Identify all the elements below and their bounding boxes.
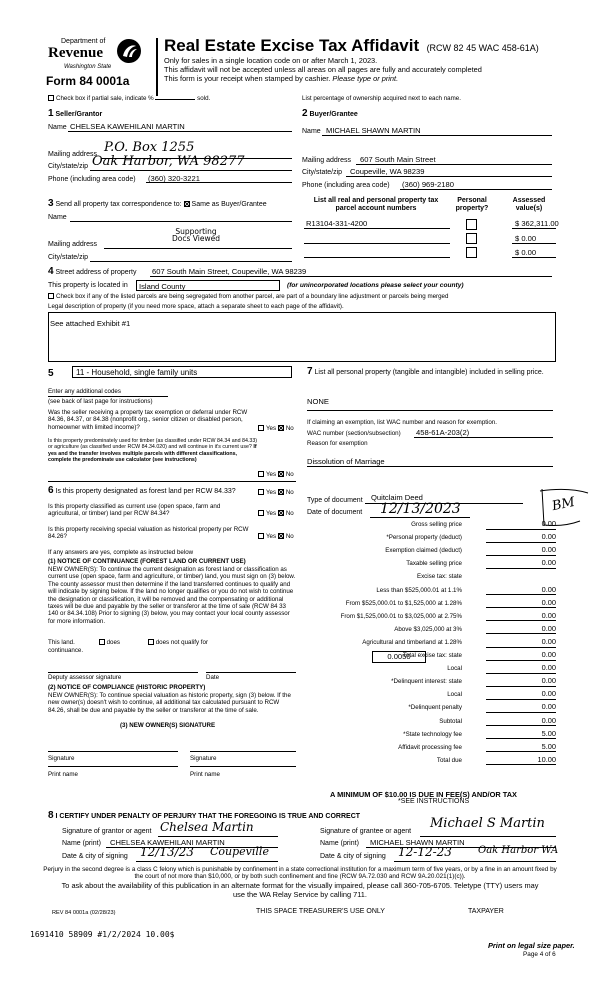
dept-line1: Department of — [61, 38, 106, 45]
same-as-buyer-checkbox[interactable] — [184, 201, 190, 207]
tax-corr-label: Send all property tax correspondence to: — [55, 201, 182, 208]
buyer-city[interactable]: Coupeville, WA 98239 — [350, 167, 425, 176]
tax-row-label: *Delinquent penalty — [408, 704, 462, 712]
seller-heading-text: Seller/Grantor — [55, 111, 103, 118]
historic-no: No — [285, 533, 294, 540]
grantor-name-label: Name (print) — [62, 840, 101, 847]
grantee-date[interactable]: 12-12-23 — [398, 845, 452, 859]
tax-row-underline — [486, 633, 556, 634]
section7-num: 7 — [307, 366, 313, 377]
new-owner-sig-label-2: Signature — [190, 755, 217, 762]
personal-col-header: Personal property? — [455, 197, 489, 213]
continuance-row — [48, 639, 208, 646]
tax-row-underline — [486, 673, 556, 674]
rev-number: REV 84 0001a (02/28/23) — [52, 910, 116, 916]
use-code-select[interactable] — [72, 366, 292, 378]
tax-row-value[interactable]: 0.00 — [541, 558, 556, 568]
personal-checkbox-3[interactable] — [466, 247, 477, 258]
current-use-no-checkbox[interactable] — [278, 510, 284, 516]
segregated-label: Check box if any of the listed parcels are being segregated from another parcel, are part of a boundary line adjustment or parcels being merged — [56, 293, 449, 300]
grantee-date-label: Date & city of signing — [320, 853, 386, 860]
tax-row-label: Gross selling price — [411, 521, 462, 528]
tax-row-value[interactable]: 0.00 — [541, 689, 556, 699]
grantee-name-label: Name (print) — [320, 840, 359, 847]
personal-property-row — [307, 368, 553, 377]
tax-row-value[interactable]: 0.00 — [541, 519, 556, 528]
seller-mailing-label: Mailing address — [48, 151, 98, 158]
tax-row-underline — [486, 594, 556, 595]
dept-line2: Revenue — [48, 45, 103, 61]
wac-value[interactable]: 458-61A-203(2) — [416, 428, 470, 437]
exemption-no: No — [285, 425, 294, 432]
personal-checkbox-2[interactable] — [466, 233, 477, 244]
bm-initials: BM — [550, 494, 577, 515]
tax-row-value[interactable]: 5.00 — [541, 728, 556, 738]
tax-row-underline — [486, 725, 556, 726]
seller-city[interactable]: Oak Harbor, WA 98277 — [92, 154, 245, 169]
grantee-city[interactable]: Oak Harbor WA — [478, 845, 559, 856]
grantee-sig-label: Signature of grantee or agent — [320, 828, 412, 835]
tax-row-label: Total excise tax: state — [402, 652, 462, 659]
exemption-claim-label: If claiming an exemption, list WAC number and reason for exemption. — [307, 419, 497, 426]
tax-row-label: *State technology fee — [403, 730, 462, 738]
tax-row-underline — [486, 686, 556, 687]
buyer-phone-label: Phone (including area code) — [302, 182, 390, 189]
seller-phone[interactable]: (360) 320-3221 — [148, 174, 200, 183]
grantee-name[interactable]: MICHAEL SHAWN MARTIN — [370, 838, 465, 847]
partial-sale-row — [48, 95, 210, 102]
property-street-row — [48, 268, 136, 277]
answers-note: If any answers are yes, complete as instructed below — [48, 549, 194, 556]
grantor-name[interactable]: CHELSEA KAWEHILANI MARTIN — [110, 838, 225, 847]
taxpayer-label: TAXPAYER — [468, 908, 504, 915]
tax-row-underline — [486, 529, 556, 530]
header-sub2: This affidavit will not be accepted unless all areas on all pages are fully and accurately completed — [164, 65, 482, 74]
notice2-title: (2) NOTICE OF COMPLIANCE (HISTORIC PROPERTY) — [48, 684, 206, 691]
county-value: Island County — [139, 282, 186, 291]
tax-row-underline — [486, 699, 556, 700]
tax-corr-city-label: City/state/zip — [48, 254, 89, 261]
notice2-body: NEW OWNER(S): To continue special valuation as historic property, sign (3) below. If the new owner(s) doesn't wish to continue, all additional tax calculated pursuant to RCW 84.26, shall be due and payable by the seller or transferor at the time of sale. — [48, 692, 291, 714]
tax-row-value[interactable]: 5.00 — [541, 741, 556, 751]
tax-row-underline — [486, 751, 556, 752]
tax-row-underline — [486, 542, 556, 543]
unincorporated-note: (for unincorporated locations please select your county) — [287, 282, 464, 289]
historic-yes-checkbox[interactable] — [258, 533, 264, 539]
new-owner-print-label-2: Print name — [190, 771, 220, 778]
parcel-1[interactable]: R13104-331-4200 — [306, 219, 368, 228]
timber-no: No — [285, 471, 294, 478]
seller-num: 1 — [48, 108, 54, 119]
segregated-checkbox[interactable] — [48, 293, 54, 299]
this-land: This land. — [48, 639, 75, 646]
parcel-col-header: List all real and personal property tax parcel account numbers — [313, 197, 439, 213]
perjury-notice: Perjury in the second degree is a class C felony which is punishable by confinement in a state correctional institution for a maximum term of five years, or by a fine in an amount fixed by the court of not more than $10,000, or by both such confinement and fine (RCW 9A.72.030 and RCW 9A.20.021(1)(c)). — [43, 866, 557, 881]
use-code-value: 11 - Household, single family units — [76, 368, 198, 377]
tax-row-label: Less than $525,000.01 at 1.1% — [376, 586, 462, 594]
header-sub1: Only for sales in a single location code on or after March 1, 2023. — [164, 56, 378, 65]
tax-row-label: Local — [447, 691, 462, 699]
does-not-label: does not qualify for — [155, 639, 209, 646]
current-use-no: No — [285, 510, 294, 517]
tax-row-underline — [486, 568, 556, 569]
legal-desc-label: Legal description of property (if you need more space, attach a separate sheet to each page of the affidavit). — [48, 303, 344, 310]
property-num: 4 — [48, 266, 54, 277]
legal-size-note: Print on legal size paper. — [488, 941, 575, 950]
timber-no-checkbox[interactable] — [278, 471, 284, 477]
see-instructions: *SEE INSTRUCTIONS — [398, 798, 470, 805]
tax-row-underline — [486, 764, 556, 765]
seller-phone-label: Phone (including area code) — [48, 176, 136, 183]
tax-row-value[interactable]: 0.00 — [541, 545, 556, 555]
segregated-row — [48, 293, 448, 300]
exemption-question: Was the seller receiving a property tax exemption or deferral under RCW 84.36, 84.37, or 84.38 (nonprofit org., senior citizen or disabled person, homeowner with limited income)? — [48, 409, 248, 431]
tax-row-label: Taxable selling price — [406, 560, 462, 568]
historic-no-checkbox[interactable] — [278, 533, 284, 539]
new-owner-sig-label-1: Signature — [48, 755, 75, 762]
timber-answer — [258, 471, 294, 478]
supporting-docs-stamp — [170, 228, 222, 242]
forest-yes-checkbox[interactable] — [258, 489, 264, 495]
timber-yes-checkbox[interactable] — [258, 471, 264, 477]
doc-date[interactable]: 12/13/2023 — [380, 501, 461, 517]
forest-question: Is this property designated as forest land per RCW 84.33? — [55, 488, 236, 495]
partial-sale-checkbox[interactable] — [48, 95, 54, 101]
tax-row-value[interactable]: 0.00 — [541, 676, 556, 686]
seller-mailing[interactable]: P.O. Box 1255 — [104, 140, 195, 155]
section8-num: 8 — [48, 810, 54, 821]
recording-stamp: 1691410 58909 #1/2/2024 10.00$ — [30, 930, 175, 939]
buyer-mailing[interactable]: 607 South Main Street — [360, 155, 436, 164]
alt-format-notice: To ask about the availability of this publication in an alternate format for the visually impaired, please call 360-705-6705. Teletype (TTY) users may use the WA Relay Service by calling 711. — [61, 881, 539, 899]
tax-row-label: Affidavit processing fee — [398, 743, 462, 751]
current-use-answer — [258, 510, 294, 517]
deputy-date-label: Date — [206, 674, 220, 681]
section6-num: 6 — [48, 485, 54, 496]
buyer-city-label: City/state/zip — [302, 169, 343, 176]
forest-yes: Yes — [266, 489, 277, 496]
historic-question: Is this property receiving special valuation as historical property per RCW 84.26? — [48, 526, 249, 541]
personal-property-label: List all personal property (tangible and intangible) included in selling price. — [314, 369, 544, 376]
new-owner-print-label-1: Print name — [48, 771, 78, 778]
form-title-row — [164, 36, 539, 56]
deputy-sig-label: Deputy assessor signature — [48, 674, 122, 681]
dor-logo-icon — [116, 38, 142, 64]
forest-answer — [258, 489, 294, 496]
buyer-name[interactable]: MICHAEL SHAWN MARTIN — [326, 126, 421, 135]
seller-heading — [48, 108, 102, 119]
seller-name-label: Name — [48, 124, 67, 131]
local-rate-field[interactable] — [372, 651, 426, 663]
exemption-yes: Yes — [266, 425, 277, 432]
buyer-num: 2 — [302, 108, 308, 119]
tax-row-label: Local — [447, 665, 462, 673]
tax-row-value[interactable]: 0.00 — [541, 702, 556, 712]
tax-row-label: From $525,000.01 to $1,525,000 at 1.28% — [345, 599, 462, 607]
buyer-heading — [302, 108, 358, 119]
section5-num: 5 — [48, 368, 54, 379]
tax-row-value[interactable]: 0.00 — [541, 623, 556, 633]
partial-sale-label: Check box if partial sale, indicate % — [56, 95, 154, 102]
grantor-date[interactable]: 12/13/23 — [140, 845, 194, 859]
tax-row-underline — [486, 738, 556, 739]
buyer-heading-text: Buyer/Grantee — [309, 111, 358, 118]
tax-corr-num: 3 — [48, 198, 54, 209]
notice1-body: NEW OWNER(S): To continue the current designation as forest land or classification as current use (open space, farm and agriculture, or timber) land, you must sign on (3) below. The county assessor must then determine if the land transferred continues to qualify and will indicate by signing below. If the land no longer qualifies or you do not wish to continue the designation or classification, it will be removed and the compensating or additional taxes will be due and payable by the seller or transferor at the time of sale (RCW 84 33 140 or 84.34.108) Prior to signing (3) below, you may contact your local county assessor for more information. — [48, 566, 296, 625]
reason-label: Reason for exemption — [307, 440, 368, 447]
does-label: does — [106, 639, 120, 646]
tax-corr-same: Same as Buyer/Grantee — [191, 201, 267, 208]
assessed-col-header: Assessed value(s) — [512, 197, 546, 213]
doc-type[interactable]: Quitclaim Deed — [371, 493, 423, 502]
buyer-phone[interactable]: (360) 969-2180 — [402, 180, 454, 189]
dept-line3: Washington State — [64, 64, 112, 70]
doc-date-label: Date of document — [307, 509, 363, 516]
tax-row-label: Excise tax: state — [416, 573, 462, 581]
tax-row-label: *Personal property (deduct) — [386, 534, 462, 542]
assessed-value-2[interactable]: $ 0.00 — [515, 234, 537, 243]
exemption-answer — [258, 425, 294, 432]
grantor-signature[interactable]: Chelsea Martin — [160, 820, 254, 834]
tax-row-value[interactable]: 0.00 — [541, 532, 556, 542]
tax-row-value[interactable]: 0.00 — [541, 584, 556, 594]
header-sub3-text: This form is your receipt when stamped by cashier. — [164, 74, 331, 83]
local-rate-value: 0.0050 — [387, 652, 411, 661]
does-not-checkbox[interactable] — [148, 639, 154, 645]
buyer-mailing-label: Mailing address — [302, 157, 352, 164]
tax-row-value[interactable]: 0.00 — [541, 663, 556, 673]
header-sub3 — [164, 75, 398, 83]
current-use-yes: Yes — [266, 510, 277, 517]
tax-corr-heading — [48, 198, 267, 209]
tax-row-underline — [486, 620, 556, 621]
tax-row-label: Exemption claimed (deduct) — [385, 547, 462, 555]
tax-row-value[interactable]: 0.00 — [541, 650, 556, 659]
tax-row-underline — [486, 607, 556, 608]
legal-description-field[interactable] — [48, 312, 556, 362]
doc-type-label: Type of document — [307, 497, 363, 504]
minimum-due-note: A MINIMUM OF $10.00 IS DUE IN FEE(S) AND/OR TAX — [330, 790, 517, 799]
grantee-signature[interactable]: Michael S Martin — [430, 816, 545, 831]
stamp-line1: Supporting — [175, 227, 217, 236]
dor-logo-block — [46, 38, 156, 92]
current-use-yes-checkbox[interactable] — [258, 510, 264, 516]
ownership-note: List percentage of ownership acquired next to each name. — [302, 95, 461, 102]
grantor-city[interactable]: Coupeville — [210, 845, 269, 858]
legal-description: See attached Exhibit #1 — [50, 319, 131, 328]
tax-row-underline — [486, 712, 556, 713]
tax-row-value[interactable]: 0.00 — [541, 597, 556, 607]
grantor-date-label: Date & city of signing — [62, 853, 128, 860]
tax-row-value[interactable]: 0.00 — [541, 610, 556, 620]
reason-value[interactable]: Dissolution of Marriage — [307, 457, 385, 466]
does-checkbox[interactable] — [99, 639, 105, 645]
see-back-label: (see back of last page for instructions) — [48, 398, 153, 405]
header-divider — [156, 38, 158, 96]
tax-row-label: *Delinquent interest: state — [391, 678, 462, 686]
current-use-question: Is this property classified as current use (open space, farm and agricultural, or timber) land per RCW 84.34? — [48, 503, 221, 518]
timber-question-a: Is this property predominately used for timber (as classified under RCW 84.34 and 84.33) or agriculture (as classified under RCW 84.34.020) and will continue in it's current use? — [48, 438, 258, 451]
seller-name[interactable]: CHELSEA KAWEHILANI MARTIN — [70, 122, 185, 131]
historic-yes: Yes — [266, 533, 277, 540]
treasurer-use: THIS SPACE TREASURER'S USE ONLY — [256, 908, 385, 915]
tax-row-label: Subtotal — [439, 717, 462, 725]
tax-row-value[interactable]: 10.00 — [537, 754, 556, 764]
seller-city-label: City/state/zip — [48, 163, 89, 170]
tax-row-value[interactable]: 0.00 — [541, 715, 556, 725]
grantor-sig-label: Signature of grantor or agent — [62, 828, 152, 835]
forest-row — [48, 487, 236, 496]
form-citation: (RCW 82 45 WAC 458-61A) — [426, 43, 539, 53]
historic-answer — [258, 533, 294, 540]
certify-text: I CERTIFY UNDER PENALTY OF PERJURY THAT THE FOREGOING IS TRUE AND CORRECT — [55, 813, 361, 820]
exemption-yes-checkbox[interactable] — [258, 425, 264, 431]
page-number: Page 4 of 6 — [523, 951, 556, 958]
buyer-name-label: Name — [302, 128, 321, 135]
partial-sale-post: sold. — [197, 95, 211, 102]
property-street-label: Street address of property — [55, 269, 137, 276]
personal-property-value[interactable]: NONE — [307, 397, 329, 406]
notice1-title: (1) NOTICE OF CONTINUANCE (FOREST LAND OR CURRENT USE) — [48, 558, 246, 565]
header-sub3-italic: Please type or print. — [332, 74, 399, 83]
tax-row-label: Agricultural and timberland at 1.28% — [362, 638, 462, 646]
timber-question-b: If yes and the transfer involves multiple parcels with different classifications, complete the predominate use calculator (see instructions) — [48, 444, 257, 463]
county-select[interactable] — [136, 280, 280, 291]
timber-yes: Yes — [266, 471, 277, 478]
forest-no: No — [285, 489, 294, 496]
tax-row-value[interactable]: 0.00 — [541, 636, 556, 646]
stamp-line2: Docs Viewed — [172, 234, 220, 243]
tax-row-underline — [486, 647, 556, 648]
tax-corr-mailing-label: Mailing address — [48, 241, 98, 248]
tax-row-underline — [486, 555, 556, 556]
exemption-no-checkbox[interactable] — [278, 425, 284, 431]
new-owner-sig-title: (3) NEW OWNER(S) SIGNATURE — [120, 722, 216, 729]
property-street[interactable]: 607 South Main Street, Coupeville, WA 98239 — [152, 267, 307, 276]
timber-question — [48, 438, 258, 463]
assessed-value-3[interactable]: $ 0.00 — [515, 248, 537, 257]
assessed-value-1[interactable]: $ 362,311.00 — [515, 219, 559, 228]
form-number: Form 84 0001a — [46, 74, 130, 88]
continuance-label: continuance. — [48, 647, 84, 654]
forest-no-checkbox[interactable] — [278, 489, 284, 495]
tax-corr-name-label: Name — [48, 214, 67, 221]
form-title: Real Estate Excise Tax Affidavit — [164, 36, 420, 55]
additional-codes-label: Enter any additional codes — [48, 388, 121, 395]
tax-row-underline — [486, 660, 556, 661]
property-located-label: This property is located in — [48, 282, 128, 289]
tax-row-label: Total due — [436, 756, 462, 764]
tax-row-label: From $1,525,000.01 to $3,025,000 at 2.75% — [340, 612, 462, 620]
personal-checkbox-1[interactable] — [466, 219, 477, 230]
wac-label: WAC number (section/subsection) — [307, 430, 401, 437]
tax-row-label: Above $3,025,000 at 3% — [394, 625, 462, 633]
